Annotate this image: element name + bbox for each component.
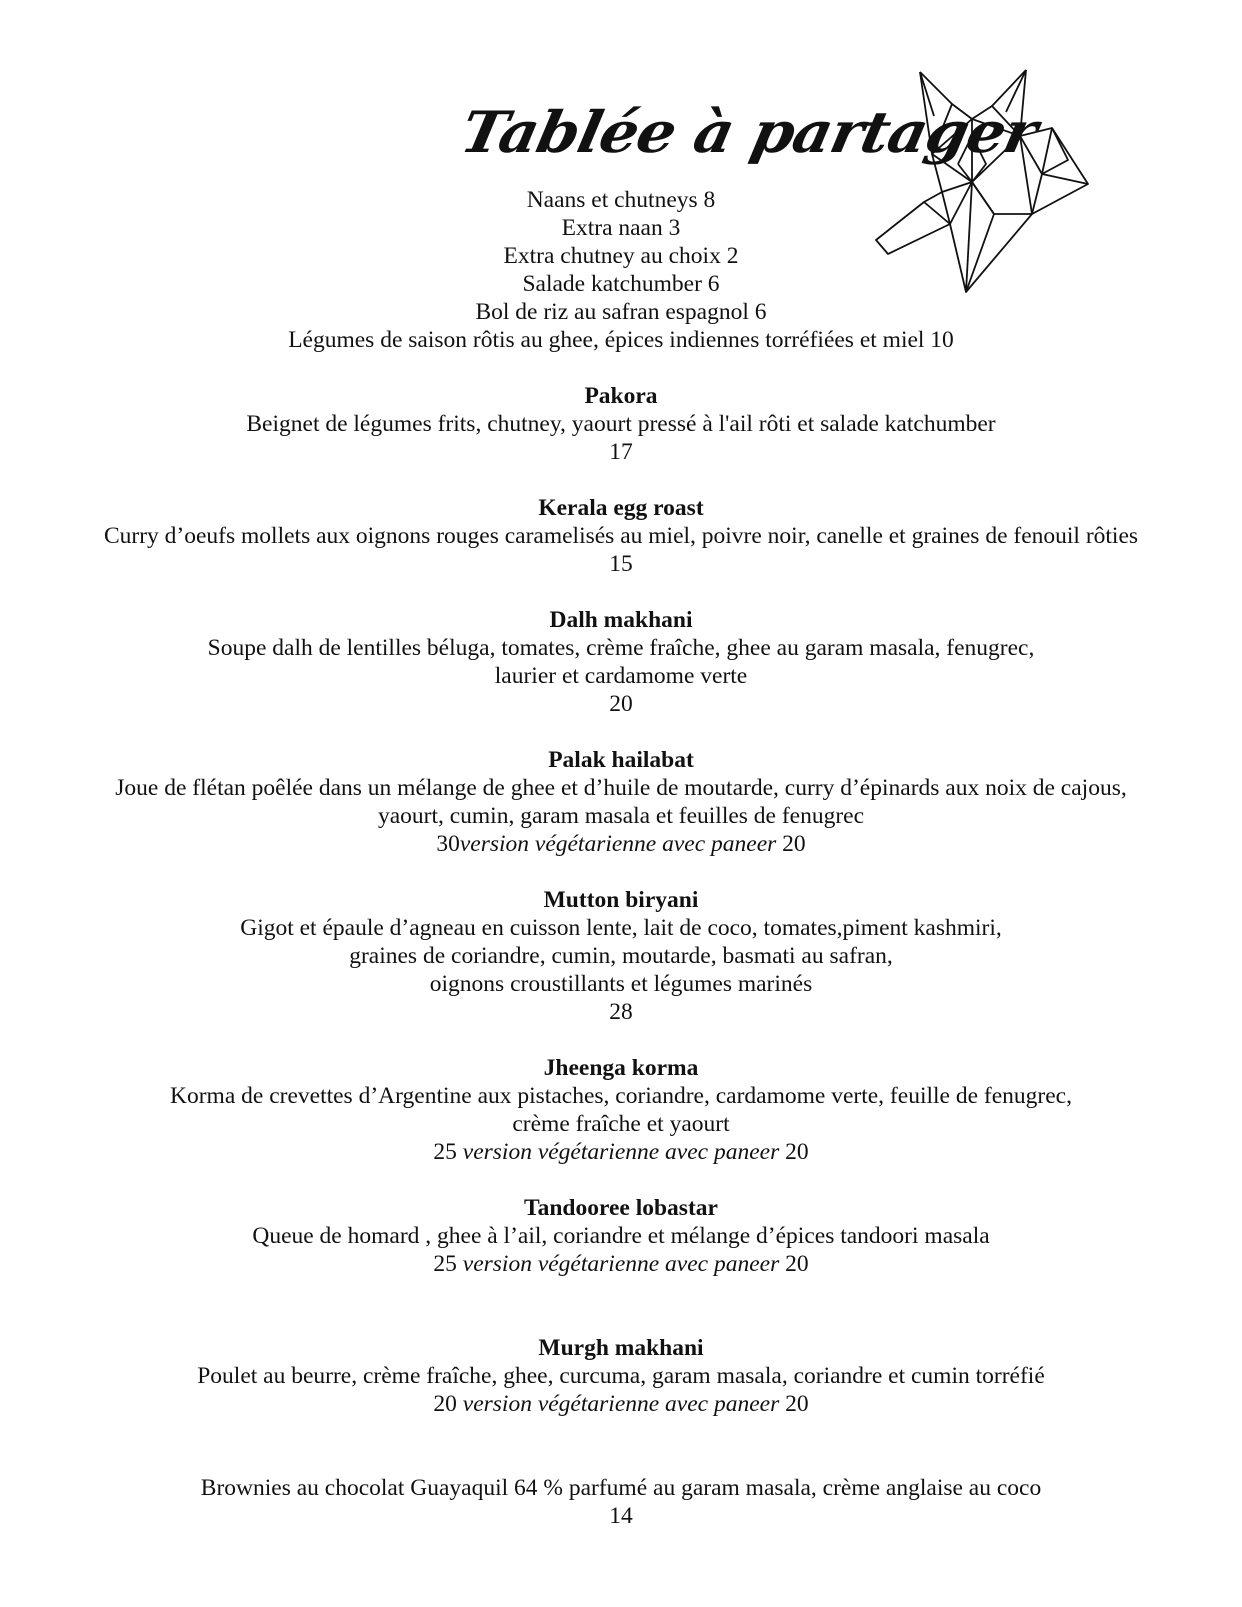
dish-price: 20 xyxy=(609,691,633,717)
dish-price: 15 xyxy=(609,551,633,577)
side-item: Bol de riz au safran espagnol 6 xyxy=(475,299,767,325)
dish-description: Korma de crevettes d’Argentine aux pistaches, coriandre, cardamome verte, feuille de fenugrec, xyxy=(170,1083,1072,1109)
side-item: Salade katchumber 6 xyxy=(522,271,720,297)
vegetarian-price: 20 xyxy=(785,1251,809,1277)
dish-description: Gigot et épaule d’agneau en cuisson lente, lait de coco, tomates,piment kashmiri, xyxy=(240,915,1002,941)
dish-description: Beignet de légumes frits, chutney, yaourt pressé à l'ail rôti et salade katchumber xyxy=(246,411,996,437)
dish-name: Kerala egg roast xyxy=(538,495,704,521)
menu-title: Tablée à partager xyxy=(454,99,1043,167)
dish-price: 28 xyxy=(609,999,633,1025)
dish-description: Soupe dalh de lentilles béluga, tomates, crème fraîche, ghee au garam masala, fenugrec, xyxy=(207,635,1035,661)
dish-description: Joue de flétan poêlée dans un mélange de ghee et d’huile de moutarde, curry d’épinards aux noix de cajous, xyxy=(115,775,1127,801)
dish-name: Jheenga korma xyxy=(543,1055,699,1081)
dessert-description: Brownies au chocolat Guayaquil 64 % parfumé au garam masala, crème anglaise au coco xyxy=(200,1475,1042,1501)
dish-description: Poulet au beurre, crème fraîche, ghee, curcuma, garam masala, coriandre et cumin torréfié xyxy=(197,1363,1045,1389)
dish-name: Mutton biryani xyxy=(543,887,699,913)
dish-description: Curry d’oeufs mollets aux oignons rouges caramelisés au miel, poivre noir, canelle et graines de fenouil rôties xyxy=(103,523,1139,549)
side-item: Naans et chutneys 8 xyxy=(526,187,716,213)
dish-description: graines de coriandre, cumin, moutarde, basmati au safran, xyxy=(349,943,893,969)
dessert-price: 14 xyxy=(609,1503,633,1529)
dish-murgh-makhani xyxy=(0,1334,1242,1418)
vegetarian-version-label: version végétarienne avec paneer xyxy=(459,831,777,857)
dish-name: Palak hailabat xyxy=(548,747,694,773)
vegetarian-price: 20 xyxy=(785,1391,809,1417)
dish-description: laurier et cardamome verte xyxy=(494,663,748,689)
dish-price-line xyxy=(0,830,1242,858)
dish-pakora xyxy=(0,382,1242,466)
dish-description: yaourt, cumin, garam masala et feuilles de fenugrec xyxy=(377,803,865,829)
dish-price: 20 xyxy=(433,1391,457,1417)
dish-name: Murgh makhani xyxy=(538,1335,704,1361)
dessert-item xyxy=(0,1474,1242,1530)
vegetarian-price: 20 xyxy=(785,1139,809,1165)
dish-description: Queue de homard , ghee à l’ail, coriandre et mélange d’épices tandoori masala xyxy=(252,1223,990,1249)
dish-price-line xyxy=(0,1250,1242,1278)
side-item: Extra chutney au choix 2 xyxy=(503,243,739,269)
dish-price: 17 xyxy=(609,439,633,465)
dish-jheenga-korma xyxy=(0,1054,1242,1166)
dish-tandooree-lobastar xyxy=(0,1194,1242,1278)
dish-kerala-egg-roast xyxy=(0,494,1242,578)
dish-palak-hailabat xyxy=(0,746,1242,858)
dish-name: Tandooree lobastar xyxy=(524,1195,718,1221)
vegetarian-version-label: version végétarienne avec paneer xyxy=(462,1251,780,1277)
side-item: Extra naan 3 xyxy=(561,215,681,241)
dish-description: oignons croustillants et légumes marinés xyxy=(429,971,813,997)
dish-price: 25 xyxy=(433,1251,457,1277)
dish-price-line xyxy=(0,1390,1242,1418)
dish-mutton-biryani xyxy=(0,886,1242,1026)
vegetarian-price: 20 xyxy=(782,831,806,857)
dish-description: crème fraîche et yaourt xyxy=(512,1111,730,1137)
vegetarian-version-label: version végétarienne avec paneer xyxy=(462,1139,780,1165)
menu-content xyxy=(0,186,1242,1530)
dish-name: Dalh makhani xyxy=(549,607,693,633)
dish-name: Pakora xyxy=(584,383,658,409)
sides-list xyxy=(0,186,1242,354)
vegetarian-version-label: version végétarienne avec paneer xyxy=(462,1391,780,1417)
dish-price-line xyxy=(0,1138,1242,1166)
dish-price: 25 xyxy=(433,1139,457,1165)
dish-price: 30 xyxy=(436,831,460,857)
dish-dalh-makhani xyxy=(0,606,1242,718)
side-item: Légumes de saison rôtis au ghee, épices indiennes torréfiées et miel 10 xyxy=(288,327,954,353)
